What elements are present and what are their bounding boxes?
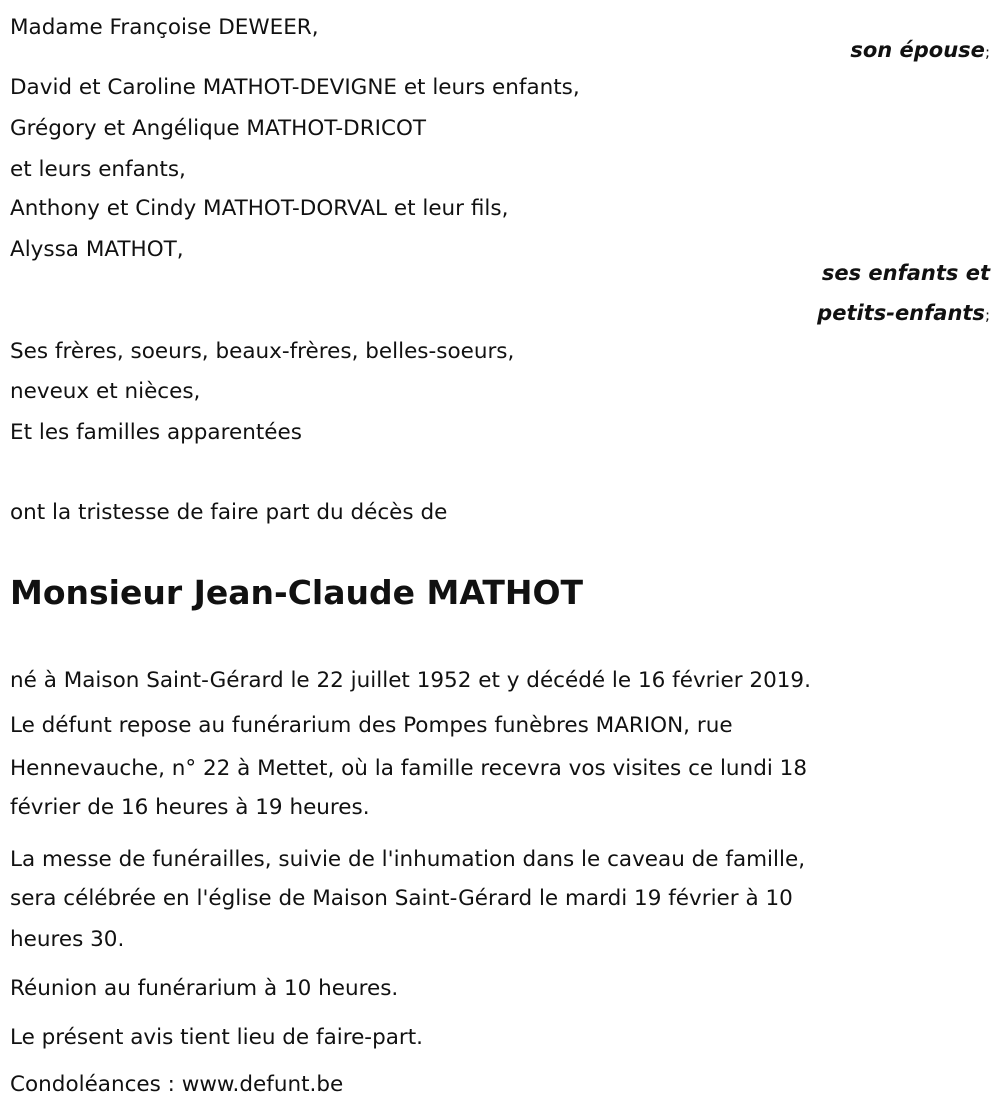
child-name: Grégory et Angélique MATHOT-DRICOT (10, 116, 427, 141)
condolences-link[interactable]: Condoléances : www.defunt.be (10, 1072, 344, 1097)
children-role-line2 (817, 298, 990, 330)
spouse-role (850, 35, 990, 67)
detail-line: sera célébrée en l'église de Maison Saint-Gérard le mardi 19 février à 10 (10, 886, 793, 911)
family-line: Et les familles apparentées (10, 420, 302, 445)
role-punct: ; (984, 43, 990, 61)
child-name: et leurs enfants, (10, 157, 186, 182)
announcement: ont la tristesse de faire part du décès de (10, 500, 448, 525)
detail-line: Hennevauche, n° 22 à Mettet, où la famille recevra vos visites ce lundi 18 (10, 756, 808, 781)
spouse-name: Madame Françoise DEWEER, (10, 15, 319, 40)
detail-line: né à Maison Saint-Gérard le 22 juillet 1952 et y décédé le 16 février 2019. (10, 668, 811, 693)
role-text: petits-enfants (817, 301, 985, 325)
family-line: neveux et nièces, (10, 379, 201, 404)
role-punct: ; (984, 306, 990, 324)
detail-line: février de 16 heures à 19 heures. (10, 795, 370, 820)
detail-line: Réunion au funérarium à 10 heures. (10, 976, 399, 1001)
children-role-line1: ses enfants et (821, 261, 990, 285)
deceased-name: Monsieur Jean-Claude MATHOT (10, 573, 584, 612)
child-name: Alyssa MATHOT, (10, 237, 184, 262)
role-text: son épouse (850, 38, 985, 62)
detail-line: Le défunt repose au funérarium des Pompes funèbres MARION, rue (10, 713, 733, 738)
child-name: Anthony et Cindy MATHOT-DORVAL et leur fils, (10, 196, 509, 221)
family-line: Ses frères, soeurs, beaux-frères, belles-soeurs, (10, 339, 515, 364)
detail-line: La messe de funérailles, suivie de l'inhumation dans le caveau de famille, (10, 847, 806, 872)
detail-line: Le présent avis tient lieu de faire-part. (10, 1025, 423, 1050)
detail-line: heures 30. (10, 927, 125, 952)
child-name: David et Caroline MATHOT-DEVIGNE et leurs enfants, (10, 75, 580, 100)
